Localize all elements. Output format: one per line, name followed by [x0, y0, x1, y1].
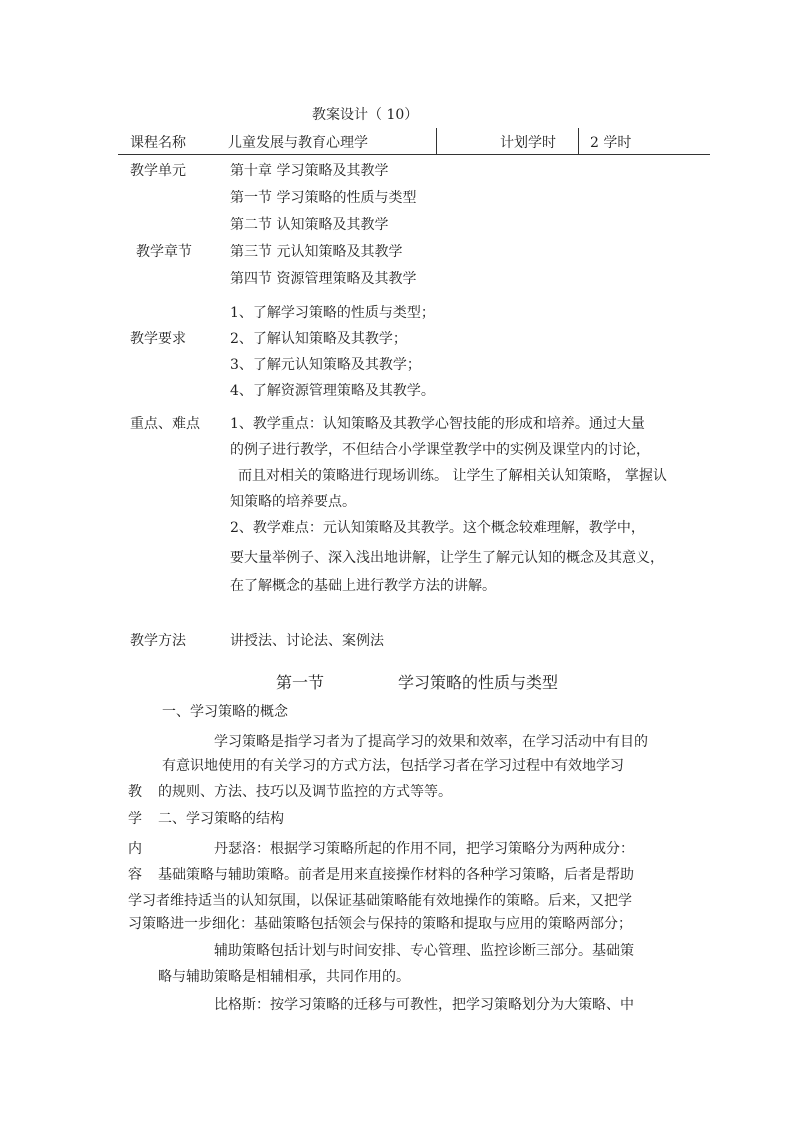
section-number: 第一节	[276, 673, 325, 692]
side-label-char: 学	[128, 811, 142, 827]
hours-value: 2 学时	[590, 135, 632, 151]
paragraph-line: 有意识地使用的有关学习的方式方法，包括学习者在学习过程中有效地学习	[162, 758, 624, 774]
document-title: 教案设计（ 10）	[312, 107, 419, 123]
keypoints-line: 2、教学难点：元认知策略及其教学。这个概念较难理解，教学中，	[230, 520, 645, 536]
requirements-label: 教学要求	[130, 331, 186, 347]
header-divider-2	[578, 128, 579, 154]
header-divider-1	[436, 128, 437, 154]
course-name: 儿童发展与教育心理学	[228, 135, 368, 151]
unit-value: 第十章 学习策略及其教学	[230, 163, 389, 179]
course-label: 课程名称	[130, 135, 186, 151]
paragraph-line: 学习策略是指学习者为了提高学习的效果和效率，在学习活动中有目的	[214, 734, 648, 750]
section-title: 学习策略的性质与类型	[398, 673, 559, 692]
paragraph-line: 略与辅助策略是相辅相承，共同作用的。	[158, 969, 410, 985]
paragraph-line: 比格斯：按学习策略的迁移与可教性，把学习策略划分为大策略、中	[214, 997, 634, 1013]
chapters-label: 教学章节	[136, 244, 192, 260]
unit-label: 教学单元	[130, 163, 186, 179]
subsection-heading: 二、学习策略的结构	[158, 811, 284, 827]
paragraph-line: 习策略进一步细化：基础策略包括领会与保持的策略和提取与应用的策略两部分；	[128, 916, 632, 932]
side-label-char: 教	[128, 784, 142, 800]
side-label-char: 容	[128, 867, 142, 883]
paragraph-line: 学习者维持适当的认知氛围，以保证基础策略能有效地操作的策略。后来，又把学	[128, 893, 632, 909]
keypoints-label: 重点、难点	[130, 416, 200, 432]
keypoints-line: 而且对相关的策略进行现场训练。 让学生了解相关认知策略， 掌握认	[238, 468, 667, 484]
requirement-item: 3、了解元认知策略及其教学；	[230, 357, 421, 373]
chapter-item: 第一节 学习策略的性质与类型	[230, 190, 417, 206]
paragraph-line: 丹瑟洛：根据学习策略所起的作用不同，把学习策略分为两种成分：	[214, 841, 634, 857]
keypoints-line: 在了解概念的基础上进行教学方法的讲解。	[230, 578, 496, 594]
paragraph-line: 辅助策略包括计划与时间安排、专心管理、监控诊断三部分。基础策	[214, 943, 634, 959]
method-label: 教学方法	[130, 633, 186, 649]
keypoints-line: 知策略的培养要点。	[230, 494, 356, 510]
requirement-item: 2、了解认知策略及其教学；	[230, 331, 407, 347]
method-value: 讲授法、讨论法、案例法	[230, 633, 384, 649]
subsection-heading: 一、学习策略的概念	[162, 704, 288, 720]
header-rule	[118, 154, 710, 155]
chapter-item: 第四节 资源管理策略及其教学	[230, 271, 417, 287]
chapter-item: 第二节 认知策略及其教学	[230, 217, 389, 233]
paragraph-line: 的规则、方法、技巧以及调节监控的方式等等。	[158, 784, 452, 800]
chapter-item: 第三节 元认知策略及其教学	[230, 244, 403, 260]
paragraph-line: 基础策略与辅助策略。前者是用来直接操作材料的各种学习策略，后者是帮助	[158, 867, 634, 883]
requirement-item: 4、了解资源管理策略及其教学。	[230, 383, 435, 399]
keypoints-line: 的例子进行教学，不但结合小学课堂教学中的实例及课堂内的讨论，	[230, 442, 650, 458]
keypoints-line: 1、教学重点：认知策略及其教学心智技能的形成和培养。通过大量	[230, 416, 645, 432]
side-label-char: 内	[128, 841, 142, 857]
hours-label: 计划学时	[500, 135, 556, 151]
keypoints-line: 要大量举例子、深入浅出地讲解，让学生了解元认知的概念及其意义，	[230, 550, 664, 566]
requirement-item: 1、了解学习策略的性质与类型；	[230, 305, 435, 321]
